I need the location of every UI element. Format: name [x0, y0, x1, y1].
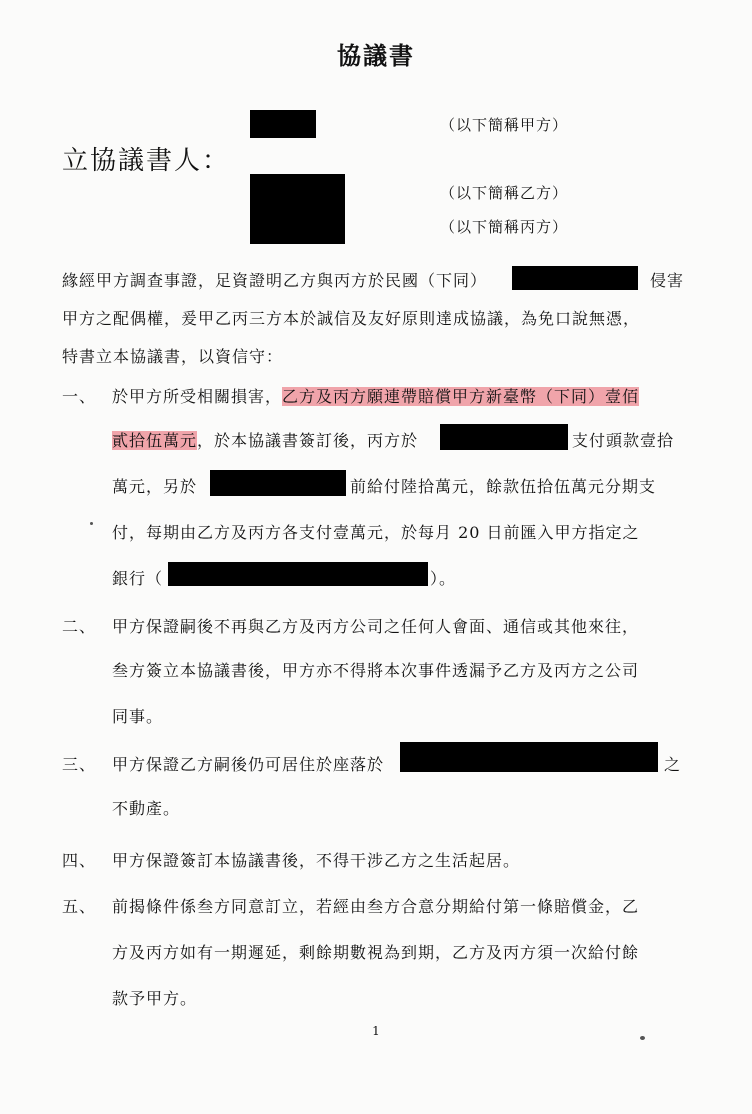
alias-party-a: （以下簡稱甲方）	[440, 116, 569, 134]
preamble-line-2: 甲方之配偶權，爰甲乙丙三方本於誠信及友好原則達成協議，為免口說無憑，	[62, 309, 641, 328]
clause-5-line-2: 方及丙方如有一期遲延，剩餘期數視為到期，乙方及丙方須一次給付餘	[112, 943, 640, 962]
redacted-date-2	[440, 424, 568, 450]
clause-1-line-5-end: ）。	[430, 569, 457, 588]
clause-3-line-1: 甲方保證乙方嗣後仍可居住於座落於	[112, 755, 385, 774]
clause-3-line-1-end: 之	[664, 755, 682, 774]
preamble-line-1-end: 侵害	[650, 271, 685, 290]
clause-5-line-1: 前揭條件係叁方同意訂立，若經由叁方合意分期給付第一條賠償金，乙	[112, 897, 640, 916]
clause-1-highlight-2: 貳拾伍萬元	[112, 431, 198, 450]
clause-2-line-3: 同事。	[112, 707, 164, 726]
clause-1-highlight-1: 乙方及丙方願連帶賠償甲方新臺幣（下同）壹佰	[282, 387, 640, 406]
clause-1-line-1	[112, 384, 639, 407]
clause-5-number: 五、	[62, 897, 97, 916]
clause-2-line-2: 叁方簽立本協議書後，甲方亦不得將本次事件透漏予乙方及丙方之公司	[112, 661, 640, 680]
preamble-line-1-start: 緣經甲方調查事證，足資證明乙方與丙方於民國（下同）	[62, 271, 488, 290]
redacted-bank	[168, 562, 428, 586]
scan-speck	[640, 1036, 645, 1040]
alias-party-b: （以下簡稱乙方）	[440, 184, 569, 202]
redacted-address	[400, 742, 658, 772]
clause-3-number: 三、	[62, 755, 97, 774]
page-number: 1	[372, 1024, 380, 1038]
preamble-line-1	[62, 268, 487, 291]
alias-party-c: （以下簡稱丙方）	[440, 218, 569, 236]
clause-2-number: 二、	[62, 617, 97, 636]
document-title: 協議書	[337, 41, 415, 70]
redacted-party-a	[250, 110, 316, 138]
preamble-line-3: 特書立本協議書，以資信守：	[62, 347, 284, 366]
redacted-date-3	[210, 470, 346, 496]
clause-1-line-2-text: ，於本協議書簽訂後，丙方於	[197, 431, 419, 450]
clause-5-line-3: 款予甲方。	[112, 989, 198, 1008]
scan-speck	[90, 522, 93, 525]
parties-label: 立協議書人：	[62, 146, 231, 176]
clause-1-line-2-end: 支付頭款壹拾	[572, 431, 675, 450]
clause-1-line-2	[112, 428, 418, 451]
clause-3-line-2: 不動產。	[112, 799, 181, 818]
clause-2-line-1: 甲方保證嗣後不再與乙方及丙方公司之任何人會面、通信或其他來往，	[112, 617, 640, 636]
clause-1-text: 於甲方所受相關損害，	[112, 387, 283, 406]
clause-4-line-1: 甲方保證簽訂本協議書後，不得干涉乙方之生活起居。	[112, 851, 521, 870]
clause-1-number: 一、	[62, 387, 97, 406]
clause-1-line-4: 付，每期由乙方及丙方各支付壹萬元，於每月 20 日前匯入甲方指定之	[112, 523, 640, 542]
clause-1-line-3-start: 萬元，另於	[112, 477, 198, 496]
clause-4-number: 四、	[62, 851, 97, 870]
clause-1-line-5-start: 銀行（	[112, 569, 164, 588]
redacted-date	[512, 266, 638, 290]
redacted-party-b-c	[250, 174, 345, 244]
clause-1-line-3-end: 前給付陸拾萬元，餘款伍拾伍萬元分期支	[350, 477, 657, 496]
